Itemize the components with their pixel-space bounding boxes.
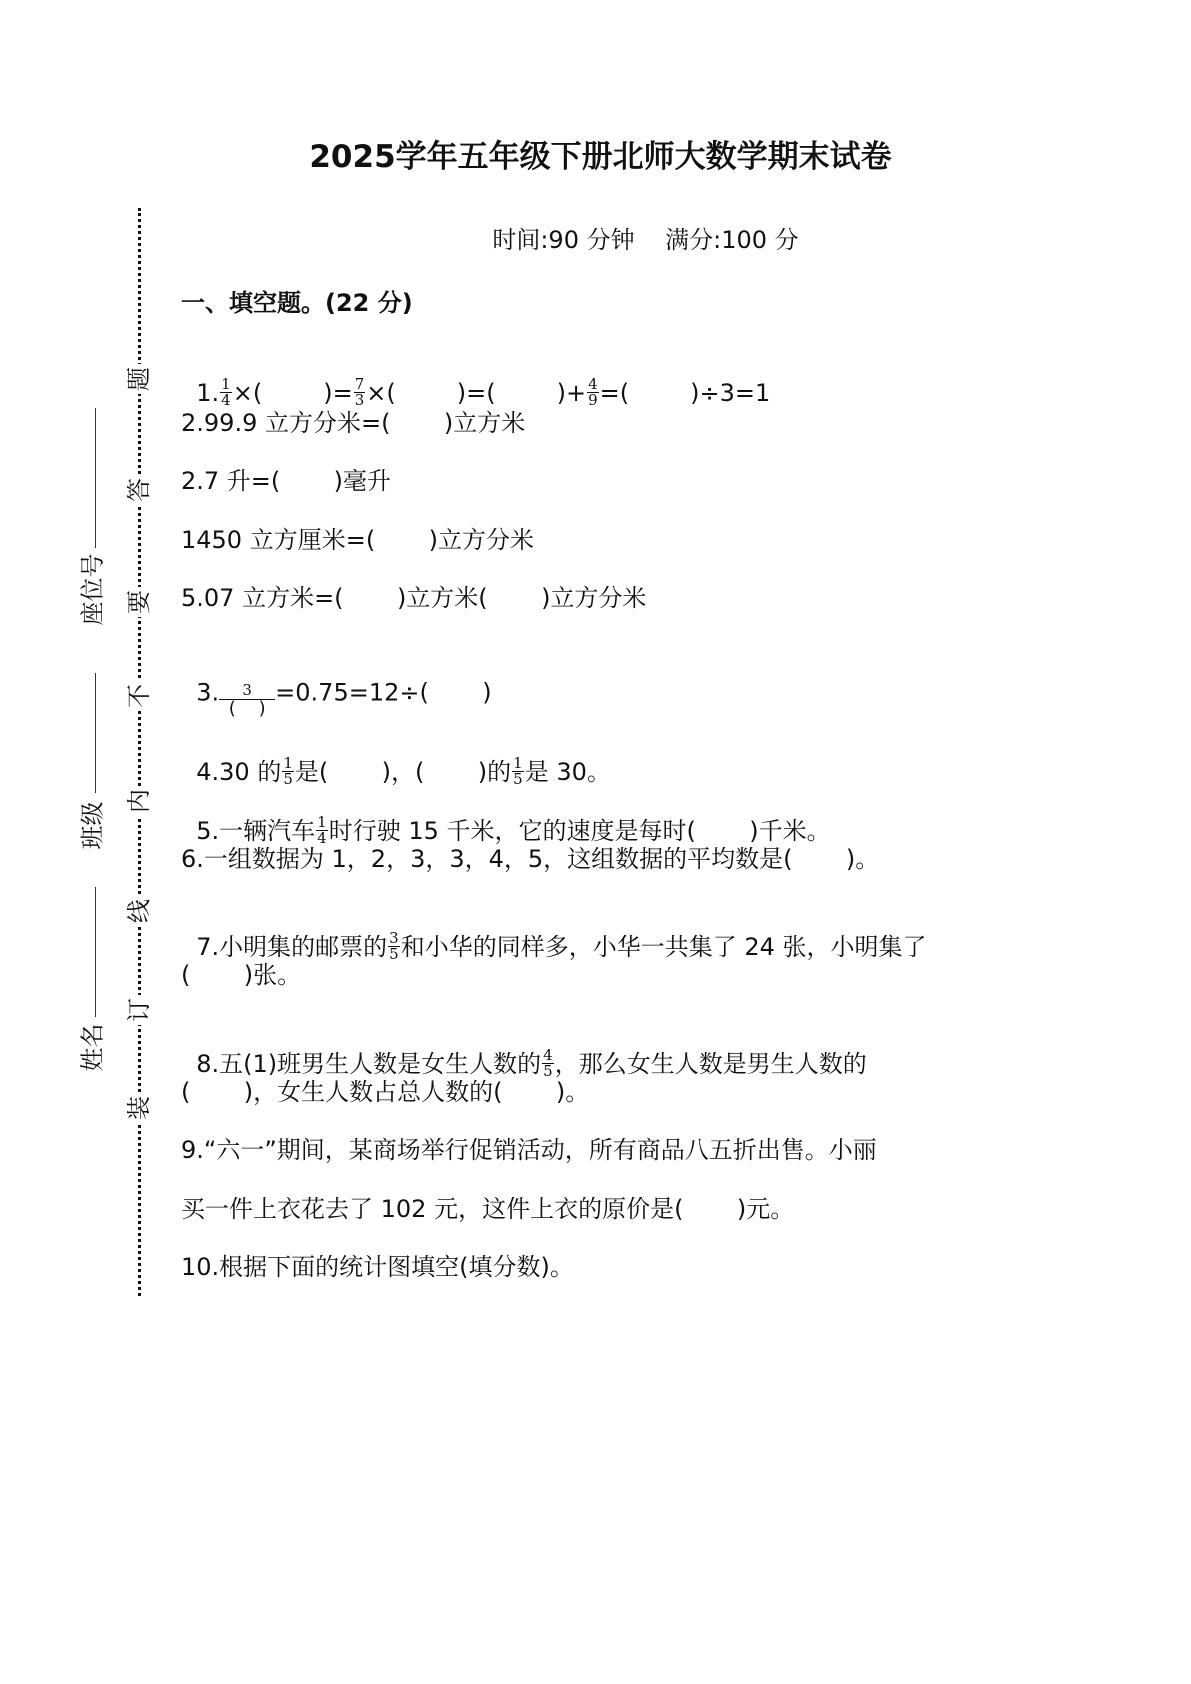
exam-time-score: 时间:90 分钟 满分:100 分 [492, 226, 799, 254]
fraction: $\frac{7}{3}$ [354, 374, 365, 409]
margin-char: 订 [124, 995, 154, 1025]
question-9: 9.“六一”期间，某商场举行促销活动，所有商品八五折出售。小丽 [181, 1136, 877, 1164]
question-7: 7.小明集的邮票的 $\frac{3}{5}$ 和小华的同样多，小华一共集了 24 张，小明集了 [196, 928, 927, 963]
margin-char: 题 [124, 364, 154, 394]
seat-number-field[interactable] [95, 408, 96, 548]
margin-char: 装 [124, 1093, 154, 1123]
margin-char: 要 [124, 587, 154, 617]
question-5: 5.一辆汽车 $\frac{1}{4}$ 时行驶 15 千米，它的速度是每时( )千米。 [196, 812, 831, 847]
fraction: $\frac{1}{5}$ [513, 753, 523, 788]
question-6: 6.一组数据为 1，2，3，3，4，5，这组数据的平均数是( )。 [181, 845, 880, 873]
name-label: 姓名 [78, 1023, 107, 1072]
question-2a: 2.99.9 立方分米=( )立方米 [181, 409, 526, 437]
question-9-line2: 买一件上衣花去了 102 元，这件上衣的原价是( )元。 [181, 1195, 795, 1223]
question-2c: 1450 立方厘米=( )立方分米 [181, 526, 534, 554]
question-2b: 2.7 升=( )毫升 [181, 467, 392, 495]
question-2d: 5.07 立方米=( )立方米( )立方分米 [181, 584, 647, 612]
margin-char: 不 [124, 681, 154, 711]
margin-char: 线 [124, 896, 154, 926]
question-10: 10.根据下面的统计图填空(填分数)。 [181, 1253, 574, 1281]
fraction: $\frac{1}{4}$ [221, 374, 231, 409]
seat-number-label: 座位号 [78, 553, 107, 626]
name-field[interactable] [95, 887, 96, 1017]
section-heading: 一、填空题。(22 分) [181, 289, 413, 317]
margin-char: 内 [124, 786, 154, 816]
question-8-line2: ( )，女生人数占总人数的( )。 [181, 1078, 590, 1106]
question-1: 1. $\frac{1}{4}$ ×( )= $\frac{7}{3}$ ×( )=( )+ $\frac{4}{9}$ =( )÷3=1 [196, 374, 771, 409]
fraction: $\frac{1}{5}$ [283, 753, 293, 788]
exam-title: 2025学年五年级下册北师大数学期末试卷 [309, 139, 892, 175]
question-3: 3. $\frac{3}{( )}$ =0.75=12÷( ) [196, 678, 492, 719]
question-7-line2: ( )张。 [181, 961, 302, 989]
question-8: 8.五(1)班男生人数是女生人数的 $\frac{4}{5}$ ，那么女生人数是男生人数的 [196, 1045, 867, 1080]
class-label: 班级 [78, 801, 107, 850]
fraction: $\frac{4}{5}$ [543, 1045, 553, 1080]
question-number: 1. [196, 379, 220, 407]
fraction: $\frac{1}{4}$ [317, 812, 327, 847]
question-4: 4.30 的 $\frac{1}{5}$ 是( )，( )的 $\frac{1}{5}$ 是 30。 [196, 753, 611, 788]
margin-char: 答 [124, 475, 154, 505]
fraction-blank-denominator: $\frac{3}{( )}$ [219, 681, 275, 718]
class-field[interactable] [95, 673, 96, 793]
fraction: $\frac{4}{9}$ [588, 374, 598, 409]
fraction: $\frac{3}{5}$ [389, 928, 399, 963]
